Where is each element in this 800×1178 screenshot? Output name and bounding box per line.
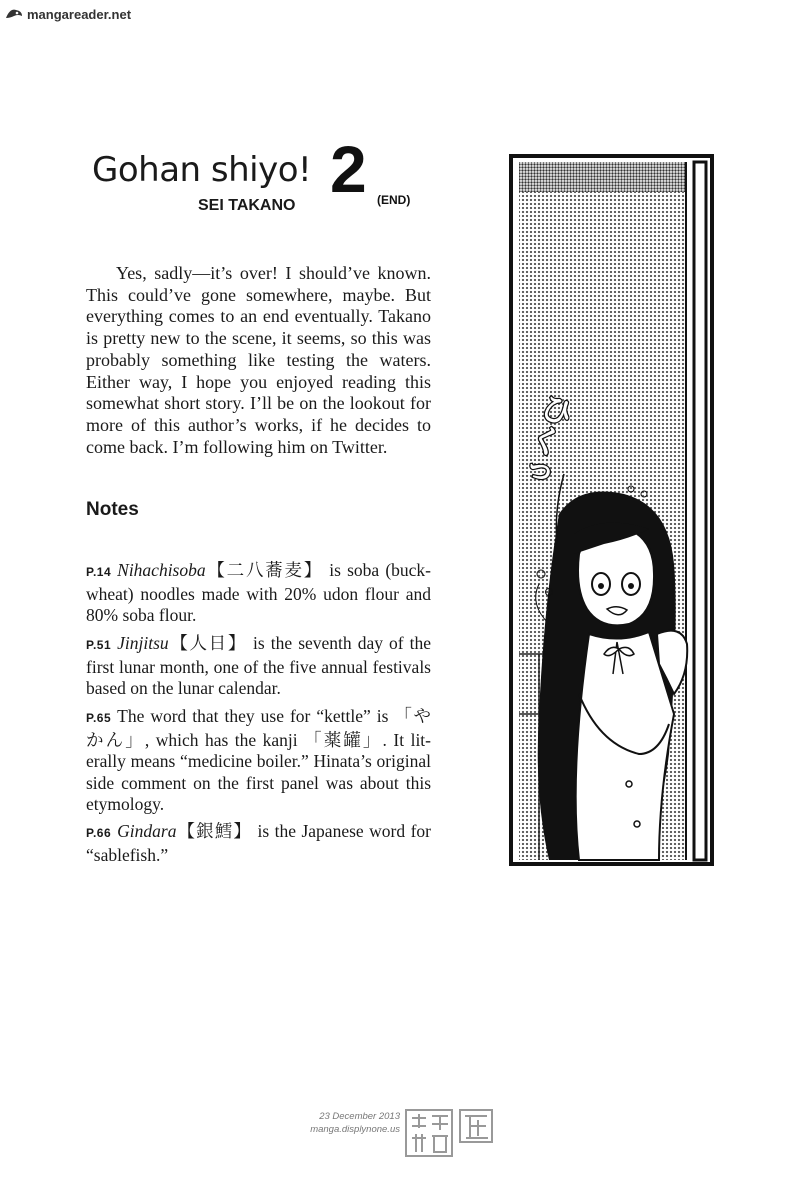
note-item xyxy=(86,633,431,700)
site-watermark xyxy=(4,6,131,22)
note-term: Gindara xyxy=(117,821,177,841)
scanlation-credit xyxy=(300,1110,400,1136)
note-kanji: 【二八蕎麦】 xyxy=(205,560,324,580)
intro-paragraph: Yes, sadly—it’s over! I should’ve known. This could’ve gone somewhere, maybe. But everything comes to an end eventually. Takano is pretty new to the scene, it seems, so this was probably something like testing the waters. Either way, I hope you enjoyed reading this somewhat short story. I’ll be on the lookout for more of this author’s works, if he decides to come back. I’m following him on Twitter. xyxy=(86,263,431,457)
end-tag: (END) xyxy=(377,193,411,207)
note-page: P.14 xyxy=(86,565,112,579)
volume-number: 2 xyxy=(330,132,367,206)
sfx-text: ひくっ xyxy=(510,387,579,491)
manga-logo-icon xyxy=(4,6,24,22)
note-text: is soba (buckwheat) noodles made with 20% udon flour and 80% soba flour. xyxy=(86,560,431,625)
stamp-seal-icon xyxy=(458,1108,494,1144)
stamp-seal-icon xyxy=(404,1108,454,1158)
note-term: Jinjitsu xyxy=(117,633,169,653)
title-block xyxy=(92,132,452,220)
notes-heading: Notes xyxy=(86,499,139,520)
note-item xyxy=(86,706,431,816)
credit-site: manga.displynone.us xyxy=(310,1124,400,1135)
author-name: SEI TAKANO xyxy=(198,197,296,214)
watermark-text: mangareader.net xyxy=(27,6,132,22)
note-item xyxy=(86,821,431,866)
note-page: P.51 xyxy=(86,638,112,652)
note-kanji: 【人日】 xyxy=(168,633,248,653)
note-item xyxy=(86,560,431,627)
note-text: The word that they use for “kettle” is 「やかん」, which has the kanji 「薬罐」. It literally means “medicine boiler.” Hinata’s original side comment on the first panel was about this etymology. xyxy=(86,706,431,814)
note-term: Nihachisoba xyxy=(117,560,206,580)
book-title: Gohan shiyo! xyxy=(92,150,312,190)
note-page: P.65 xyxy=(86,711,112,725)
release-date: 23 December 2013 xyxy=(319,1111,400,1122)
manga-panel xyxy=(509,154,714,866)
note-kanji: 【銀鱈】 xyxy=(176,821,252,841)
note-text: is the seventh day of the first lunar month, one of the five annual festivals based on the lunar calendar. xyxy=(86,633,432,698)
note-page: P.66 xyxy=(86,826,112,840)
note-text: is the Japanese word for “sablefish.” xyxy=(86,821,431,865)
